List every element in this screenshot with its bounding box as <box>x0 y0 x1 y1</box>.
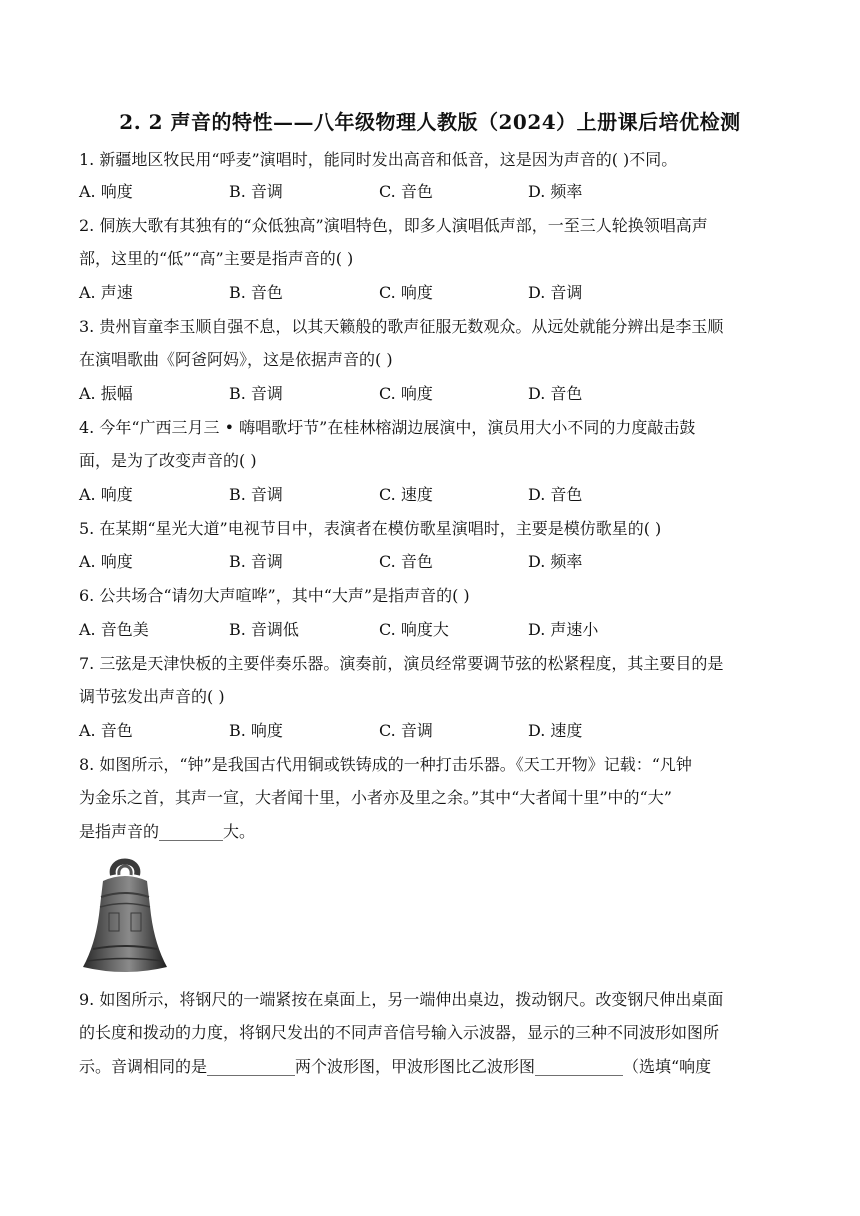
option-d: D. 声速小 <box>528 620 599 639</box>
question-4-line-2: 面，是为了改变声音的( ) <box>79 451 257 470</box>
option-b: B. 音调 <box>229 485 283 504</box>
question-1-line-1: 1. 新疆地区牧民用“呼麦”演唱时，能同时发出高音和低音，这是因为声音的( )不同。 <box>79 150 678 169</box>
option-b: B. 音调 <box>229 552 283 571</box>
question-9-line-1: 9. 如图所示，将钢尺的一端紧按在桌面上，另一端伸出桌边，拨动钢尺。改变钢尺伸出桌面 <box>79 990 724 1009</box>
option-a: A. 响度 <box>79 552 133 571</box>
option-b: B. 音调 <box>229 384 283 403</box>
question-8-line-1: 8. 如图所示，“钟”是我国古代用铜或铁铸成的一种打击乐器。《天工开物》记载：“凡钟 <box>79 755 692 774</box>
option-c: C. 响度 <box>379 384 433 403</box>
question-2-options <box>79 283 779 303</box>
option-a: A. 响度 <box>79 485 133 504</box>
option-d: D. 速度 <box>528 721 583 740</box>
question-3-line-2: 在演唱歌曲《阿爸阿妈》，这是依据声音的( ) <box>79 350 393 369</box>
option-a: A. 振幅 <box>79 384 133 403</box>
option-c: C. 响度 <box>379 283 433 302</box>
question-5-options <box>79 552 779 572</box>
question-7-line-2: 调节弦发出声音的( ) <box>79 687 225 706</box>
option-c: C. 音调 <box>379 721 433 740</box>
question-1-options <box>79 182 779 202</box>
option-d: D. 频率 <box>528 552 583 571</box>
question-7-options <box>79 721 779 741</box>
option-b: B. 响度 <box>229 721 283 740</box>
option-d: D. 音色 <box>528 485 583 504</box>
option-a: A. 音色 <box>79 721 133 740</box>
option-c: C. 速度 <box>379 485 433 504</box>
question-5-line-1: 5. 在某期“星光大道”电视节目中，表演者在模仿歌星演唱时，主要是模仿歌星的( ) <box>79 519 662 538</box>
option-b: B. 音色 <box>229 283 283 302</box>
question-9-line-3: 示。音调相同的是___________两个波形图，甲波形图比乙波形图___________（选填“响度 <box>79 1057 712 1076</box>
option-d: D. 频率 <box>528 182 583 201</box>
question-3-options <box>79 384 779 404</box>
page-title: 2. 2 声音的特性——八年级物理人教版（2024）上册课后培优检测 <box>119 110 741 134</box>
question-7-line-1: 7. 三弦是天津快板的主要伴奏乐器。演奏前，演员经常要调节弦的松紧程度，其主要目的是 <box>79 654 724 673</box>
option-c: C. 音色 <box>379 182 433 201</box>
question-8-line-2: 为金乐之首，其声一宣，大者闻十里，小者亦及里之余。”其中“大者闻十里”中的“大” <box>79 788 672 807</box>
question-4-options <box>79 485 779 505</box>
question-2-line-1: 2. 侗族大歌有其独有的“众低独高”演唱特色，即多人演唱低声部，一至三人轮换领唱高声 <box>79 216 708 235</box>
question-6-options <box>79 620 779 640</box>
question-2-line-2: 部，这里的“低”“高”主要是指声音的( ) <box>79 249 354 268</box>
bell-figure <box>79 853 171 975</box>
option-c: C. 响度大 <box>379 620 449 639</box>
option-c: C. 音色 <box>379 552 433 571</box>
option-a: A. 响度 <box>79 182 133 201</box>
option-d: D. 音色 <box>528 384 583 403</box>
question-4-line-1: 4. 今年“广西三月三 • 嗨唱歌圩节”在桂林榕湖边展演中，演员用大小不同的力度敲击鼓 <box>79 418 696 437</box>
option-b: B. 音调低 <box>229 620 299 639</box>
question-8-line-3: 是指声音的________大。 <box>79 822 256 841</box>
option-b: B. 音调 <box>229 182 283 201</box>
option-a: A. 音色美 <box>79 620 149 639</box>
question-9-line-2: 的长度和拨动的力度，将钢尺发出的不同声音信号输入示波器，显示的三种不同波形如图所 <box>79 1023 720 1042</box>
question-6-line-1: 6. 公共场合“请勿大声喧哗”，其中“大声”是指声音的( ) <box>79 586 470 605</box>
question-3-line-1: 3. 贵州盲童李玉顺自强不息，以其天籁般的歌声征服无数观众。从远处就能分辨出是李玉顺 <box>79 317 724 336</box>
option-a: A. 声速 <box>79 283 133 302</box>
option-d: D. 音调 <box>528 283 583 302</box>
